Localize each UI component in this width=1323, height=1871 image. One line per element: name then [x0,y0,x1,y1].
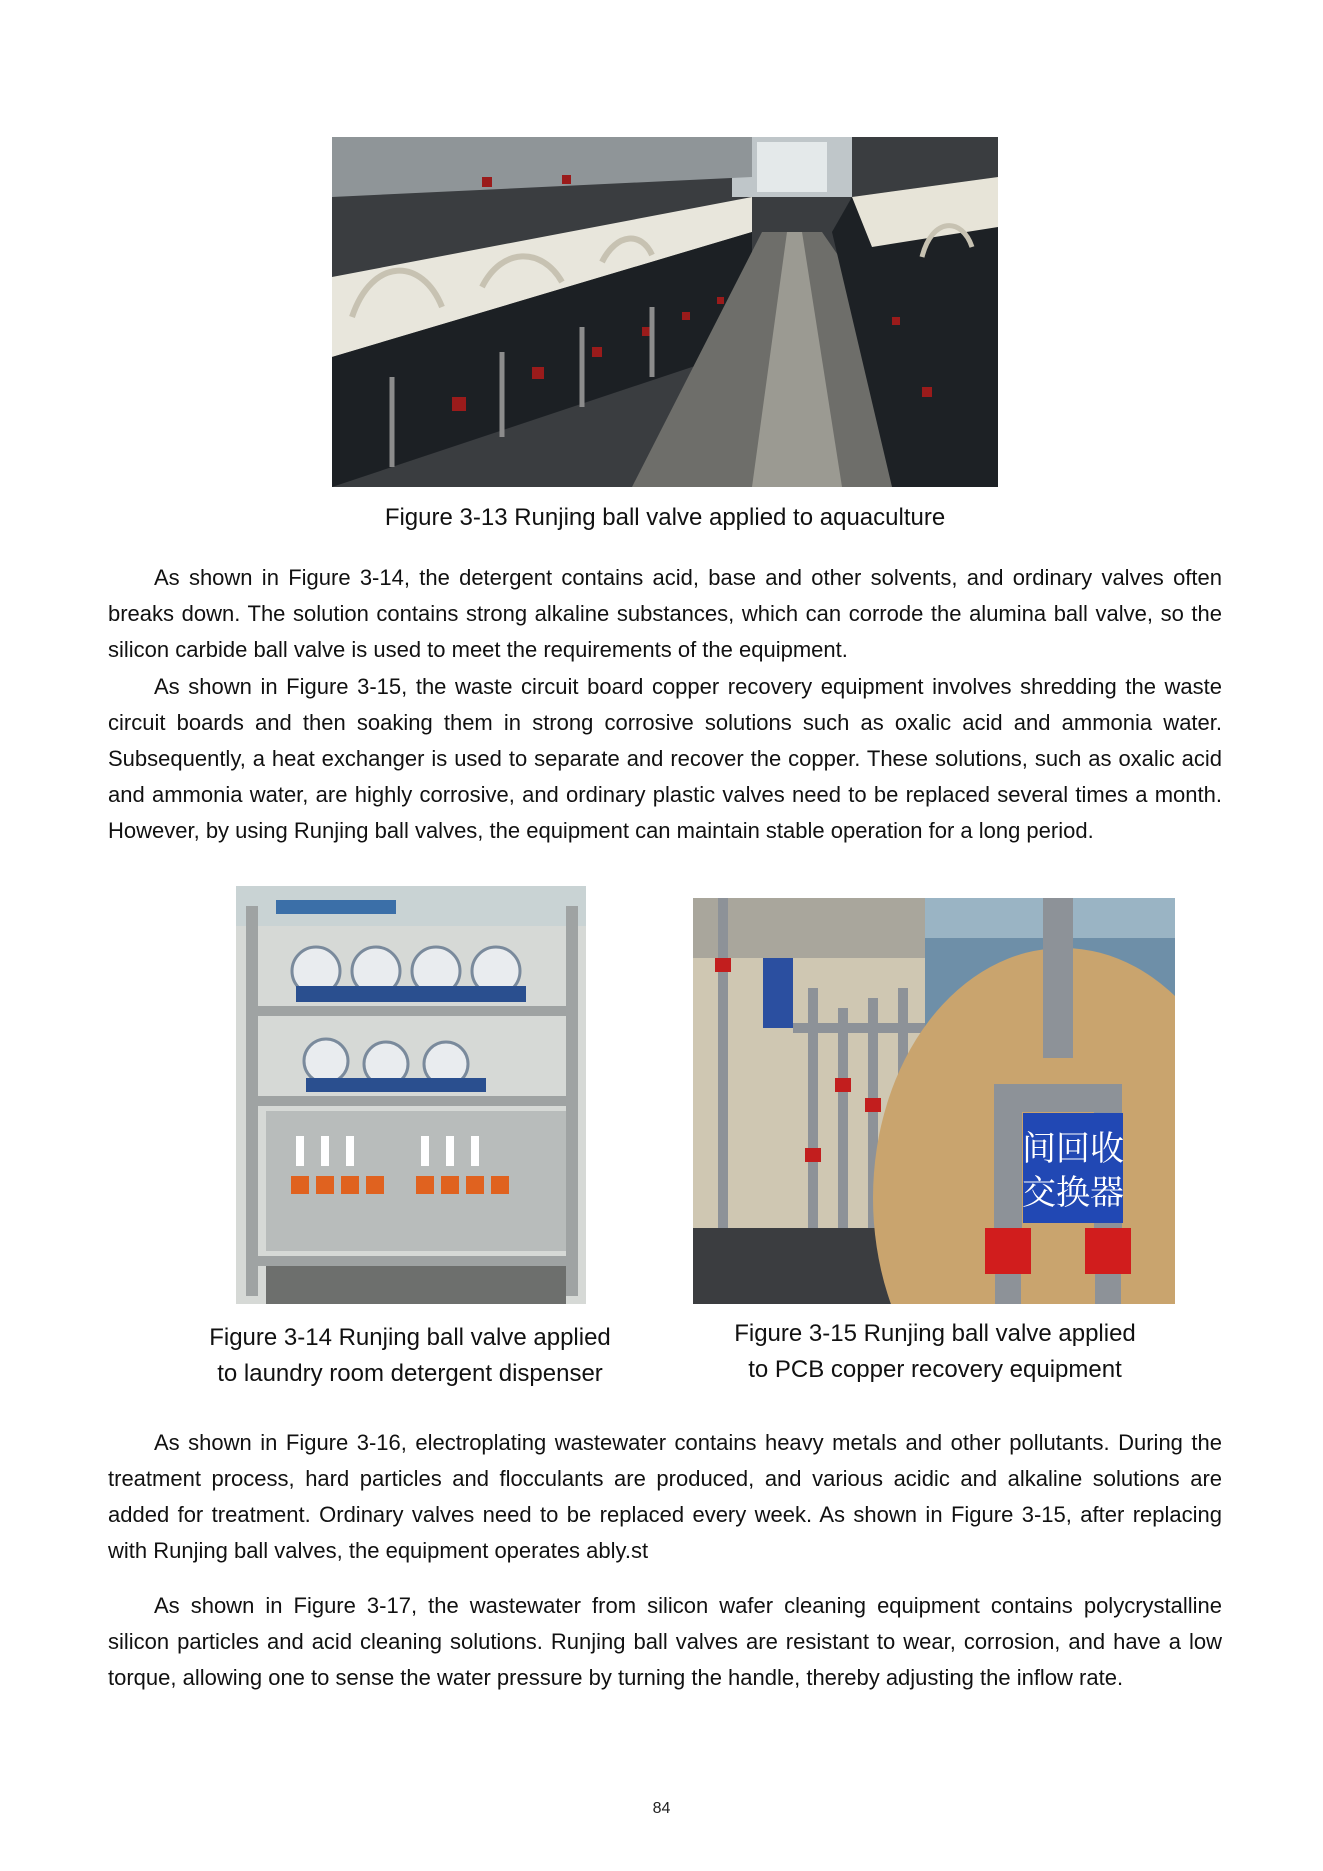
paragraph-1: As shown in Figure 3-14, the detergent contains acid, base and other solvents, and ordinary valves often breaks down. The solution contains strong alkaline substances, which can corrode the alumina ball valve, so the silicon carbide ball valve is used to meet the requirements of the equipment. [108,565,1222,662]
figure-3-15-caption-line2: to PCB copper recovery equipment [748,1356,1122,1383]
figure-3-14-caption-line2: to laundry room detergent dispenser [217,1360,603,1387]
paragraph-4: As shown in Figure 3-17, the wastewater from silicon wafer cleaning equipment contains polycrystalline silicon particles and acid cleaning solutions. Runjing ball valves are resistant to wear, corrosion, and have a low torque, allowing one to sense the water pressure by turning the handle, thereby adjusting the inflow rate. [108,1593,1222,1690]
figure-3-14-caption-line1: Figure 3-14 Runjing ball valve applied [209,1324,611,1351]
figure-3-14-caption [170,1320,650,1392]
figure-3-15-photo [693,898,1175,1304]
figure-3-15-caption [690,1316,1180,1388]
paragraph-3: As shown in Figure 3-16, electroplating wastewater contains heavy metals and other pollutants. During the treatment process, hard particles and flocculants are produced, and various acidic and alkaline solutions are added for treatment. Ordinary valves need to be replaced every week. As shown in Figure 3-15, after replacing with Runjing ball valves, the equipment operates ably.st [108,1430,1222,1563]
figure-3-15-caption-line1: Figure 3-15 Runjing ball valve applied [734,1320,1136,1347]
sign-text-line2: 交换器 [1022,1173,1124,1213]
page-number: 84 [652,1800,671,1817]
paragraph-2: As shown in Figure 3-15, the waste circuit board copper recovery equipment involves shredding the waste circuit boards and then soaking them in strong corrosive solutions such as oxalic acid and ammonia water. Subsequently, a heat exchanger is used to separate and recover the copper. These solutions, such as oxalic acid and ammonia water, are highly corrosive, and ordinary plastic valves need to be replaced several times a month. However, by using Runjing ball valves, the equipment can maintain stable operation for a long period. [108,674,1222,843]
figure-3-13-caption: Figure 3-13 Runjing ball valve applied to aquaculture [384,504,946,531]
sign-text-line1: 间回收 [1022,1129,1124,1169]
figure-3-14-photo [236,886,586,1304]
figure-3-13-photo [332,137,998,487]
